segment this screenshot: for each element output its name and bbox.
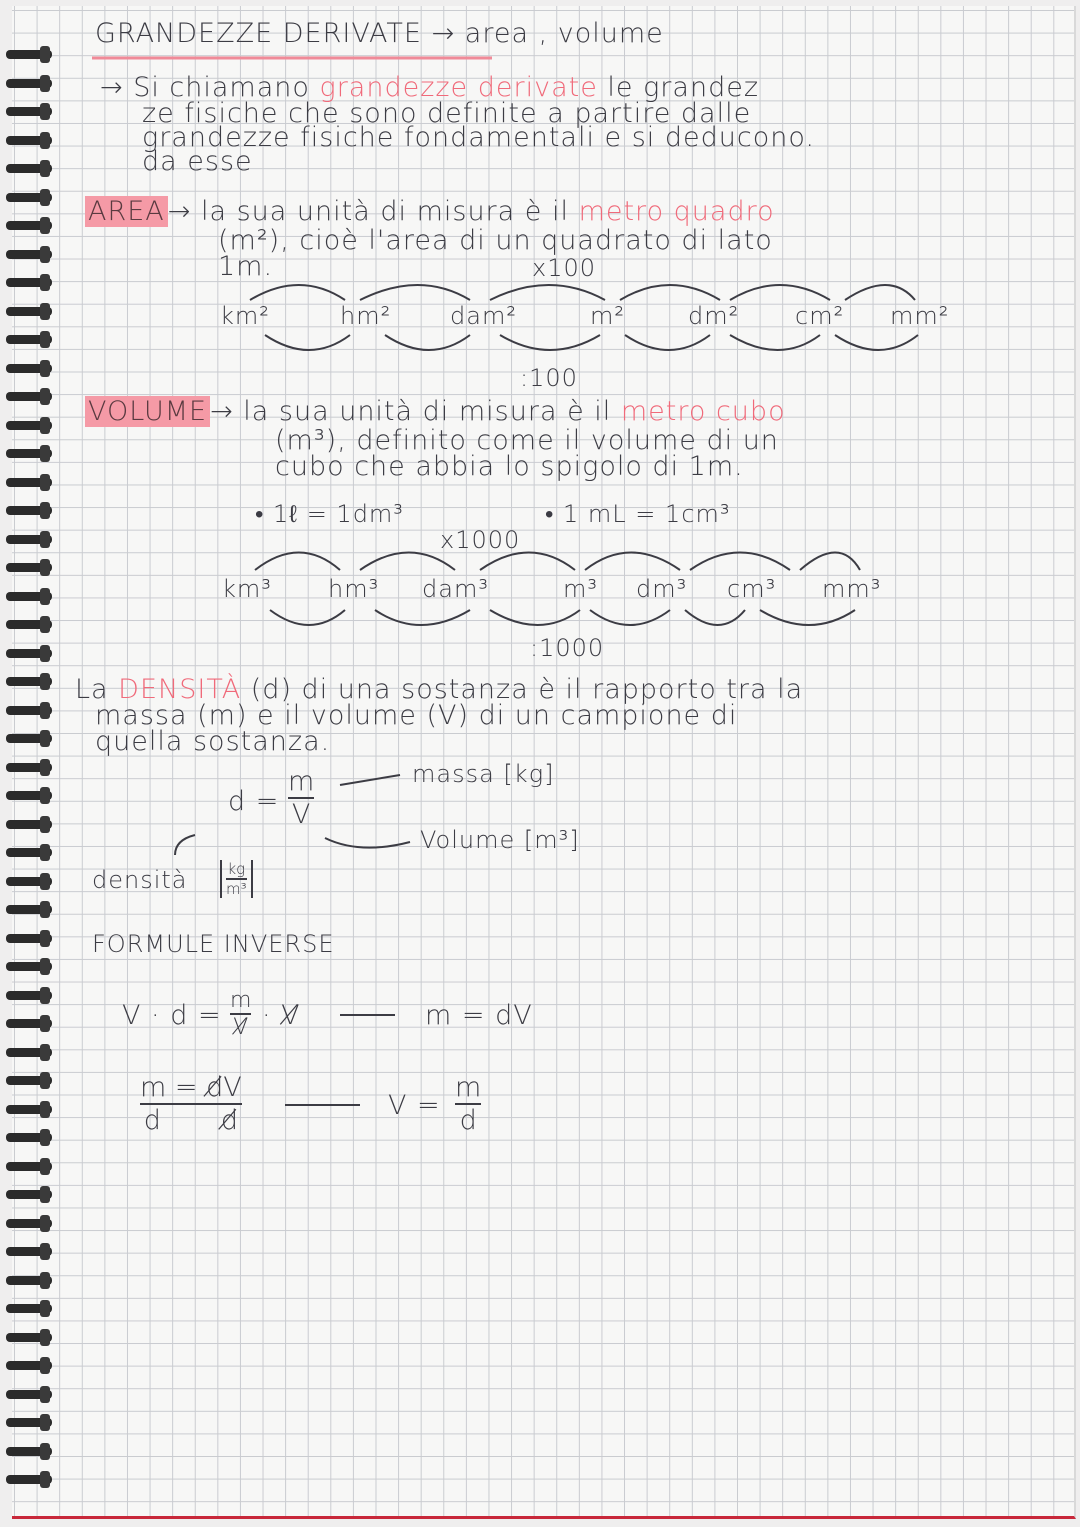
spiral-ring xyxy=(6,677,52,686)
unit: hm³ xyxy=(328,575,380,603)
text: → Si chiamano xyxy=(100,72,320,103)
spiral-ring xyxy=(6,364,52,373)
unit: dam³ xyxy=(422,575,489,603)
highlight-term: metro quadro xyxy=(578,196,775,227)
spiral-ring xyxy=(6,620,52,629)
spiral-ring xyxy=(6,934,52,943)
denominator: d xyxy=(143,1105,161,1136)
volume-unit-label: Volume [m³] xyxy=(420,826,580,854)
numerator: kg xyxy=(227,860,246,878)
spiral-ring xyxy=(6,449,52,458)
multiplier: x1000 xyxy=(440,526,521,554)
spiral-ring xyxy=(6,1190,52,1199)
text: cubo che abbia lo spigolo di 1m. xyxy=(275,451,744,482)
text: La xyxy=(75,674,119,705)
spiral-ring xyxy=(6,1418,52,1427)
spiral-ring xyxy=(6,250,52,259)
spiral-ring xyxy=(6,1333,52,1342)
spiral-ring xyxy=(6,535,52,544)
spiral-ring xyxy=(6,592,52,601)
highlight-term: grandezze derivate xyxy=(319,72,598,103)
spiral-ring xyxy=(6,1304,52,1313)
spiral-ring xyxy=(6,506,52,515)
spiral-ring xyxy=(6,1019,52,1028)
spiral-ring xyxy=(6,791,52,800)
denominator: V̸ xyxy=(233,1015,249,1040)
divisor: :1000 xyxy=(530,634,605,662)
spiral-ring xyxy=(6,1105,52,1114)
spiral-ring xyxy=(6,563,52,572)
page-title xyxy=(95,18,664,49)
spiral-ring xyxy=(6,335,52,344)
text: massa (m) e il volume (V) di un campione di xyxy=(95,700,738,731)
formula-result: m = dV xyxy=(425,1000,533,1031)
spiral-ring xyxy=(6,962,52,971)
formula-text: · V̸ xyxy=(262,1000,301,1031)
spiral-ring xyxy=(6,1361,52,1370)
spiral-ring xyxy=(6,221,52,230)
spiral-ring xyxy=(6,820,52,829)
text: grandezze fisiche fondamentali e si deducono. xyxy=(142,122,815,153)
denominator: m³ xyxy=(226,880,247,898)
spiral-ring xyxy=(6,392,52,401)
denominator: V xyxy=(291,799,311,830)
spiral-ring xyxy=(6,763,52,772)
spiral-ring xyxy=(6,1219,52,1228)
spiral-ring xyxy=(6,307,52,316)
text: (m³), definito come il volume di un xyxy=(275,425,779,456)
density-label: densità xyxy=(92,866,188,894)
mass-label: massa [kg] xyxy=(412,760,555,788)
area-label: AREA xyxy=(85,196,168,227)
unit: km³ xyxy=(222,575,272,603)
unit: dm³ xyxy=(636,575,688,603)
unit: cm³ xyxy=(727,575,777,603)
spiral-ring xyxy=(6,1247,52,1256)
spiral-ring xyxy=(6,136,52,145)
unit: cm² xyxy=(795,302,845,330)
spiral-ring xyxy=(6,1447,52,1456)
text: 1m. xyxy=(218,251,274,282)
spiral-ring xyxy=(6,50,52,59)
denominator: d̸ xyxy=(220,1105,238,1136)
formula-d: d = xyxy=(228,786,280,817)
formula-text: V · d = xyxy=(122,1000,222,1031)
spiral-binding xyxy=(0,0,60,1527)
unit: hm² xyxy=(340,302,392,330)
section-title: FORMULE INVERSE xyxy=(92,930,335,958)
spiral-ring xyxy=(6,478,52,487)
spiral-ring xyxy=(6,278,52,287)
spiral-ring xyxy=(6,877,52,886)
spiral-ring xyxy=(6,1162,52,1171)
spiral-ring xyxy=(6,107,52,116)
spiral-ring xyxy=(6,1048,52,1057)
numerator: m = d̸V xyxy=(140,1072,242,1103)
unit: mm³ xyxy=(822,575,882,603)
unit: mm² xyxy=(890,302,950,330)
equivalence: • 1 mL = 1cm³ xyxy=(545,500,731,528)
spiral-ring xyxy=(6,79,52,88)
spiral-ring xyxy=(6,1076,52,1085)
formula-fraction xyxy=(230,988,251,1040)
text: (d) di una sostanza è il rapporto tra la xyxy=(241,674,804,705)
highlight-term: metro cubo xyxy=(620,396,786,427)
spiral-ring xyxy=(6,193,52,202)
text: → la sua unità di misura è il xyxy=(167,196,579,227)
volume-label: VOLUME xyxy=(85,396,210,427)
text: da esse xyxy=(142,146,253,177)
spiral-ring xyxy=(6,1390,52,1399)
unit: dam² xyxy=(450,302,517,330)
formula-fraction xyxy=(140,1072,242,1136)
unit: dm² xyxy=(688,302,740,330)
text: le grandez xyxy=(597,72,759,103)
title-subject: area , volume xyxy=(464,18,664,49)
unit: m³ xyxy=(563,575,598,603)
spiral-ring xyxy=(6,734,52,743)
spiral-ring xyxy=(6,649,52,658)
spiral-ring xyxy=(6,848,52,857)
title-main: GRANDEZZE DERIVATE xyxy=(95,18,422,49)
spiral-ring xyxy=(6,991,52,1000)
equivalence: • 1ℓ = 1dm³ xyxy=(255,500,404,528)
formula-fraction xyxy=(288,766,314,830)
numerator: m xyxy=(288,766,315,797)
spiral-ring xyxy=(6,706,52,715)
denominator: d xyxy=(459,1105,477,1136)
spiral-ring xyxy=(6,1475,52,1484)
spiral-ring xyxy=(6,164,52,173)
text: quella sostanza. xyxy=(95,726,331,757)
text: → la sua unità di misura è il xyxy=(210,396,621,427)
formula-fraction xyxy=(455,1072,481,1136)
spiral-ring xyxy=(6,421,52,430)
spiral-ring xyxy=(6,1276,52,1285)
unit: km² xyxy=(220,302,270,330)
formula-result: V = xyxy=(388,1090,441,1121)
highlight-term: DENSITÀ xyxy=(118,674,242,705)
text: ze fisiche che sono definite a partire dalle xyxy=(142,98,752,129)
numerator: m xyxy=(455,1072,482,1103)
numerator: m xyxy=(230,988,252,1013)
divisor: :100 xyxy=(520,364,578,392)
text: (m²), cioè l'area di un quadrato di lato xyxy=(218,225,773,256)
arrow-icon: → xyxy=(431,18,456,49)
multiplier: x100 xyxy=(532,254,597,282)
spiral-ring xyxy=(6,905,52,914)
spiral-ring xyxy=(6,1133,52,1142)
unit: m² xyxy=(590,302,625,330)
density-unit xyxy=(220,860,253,898)
